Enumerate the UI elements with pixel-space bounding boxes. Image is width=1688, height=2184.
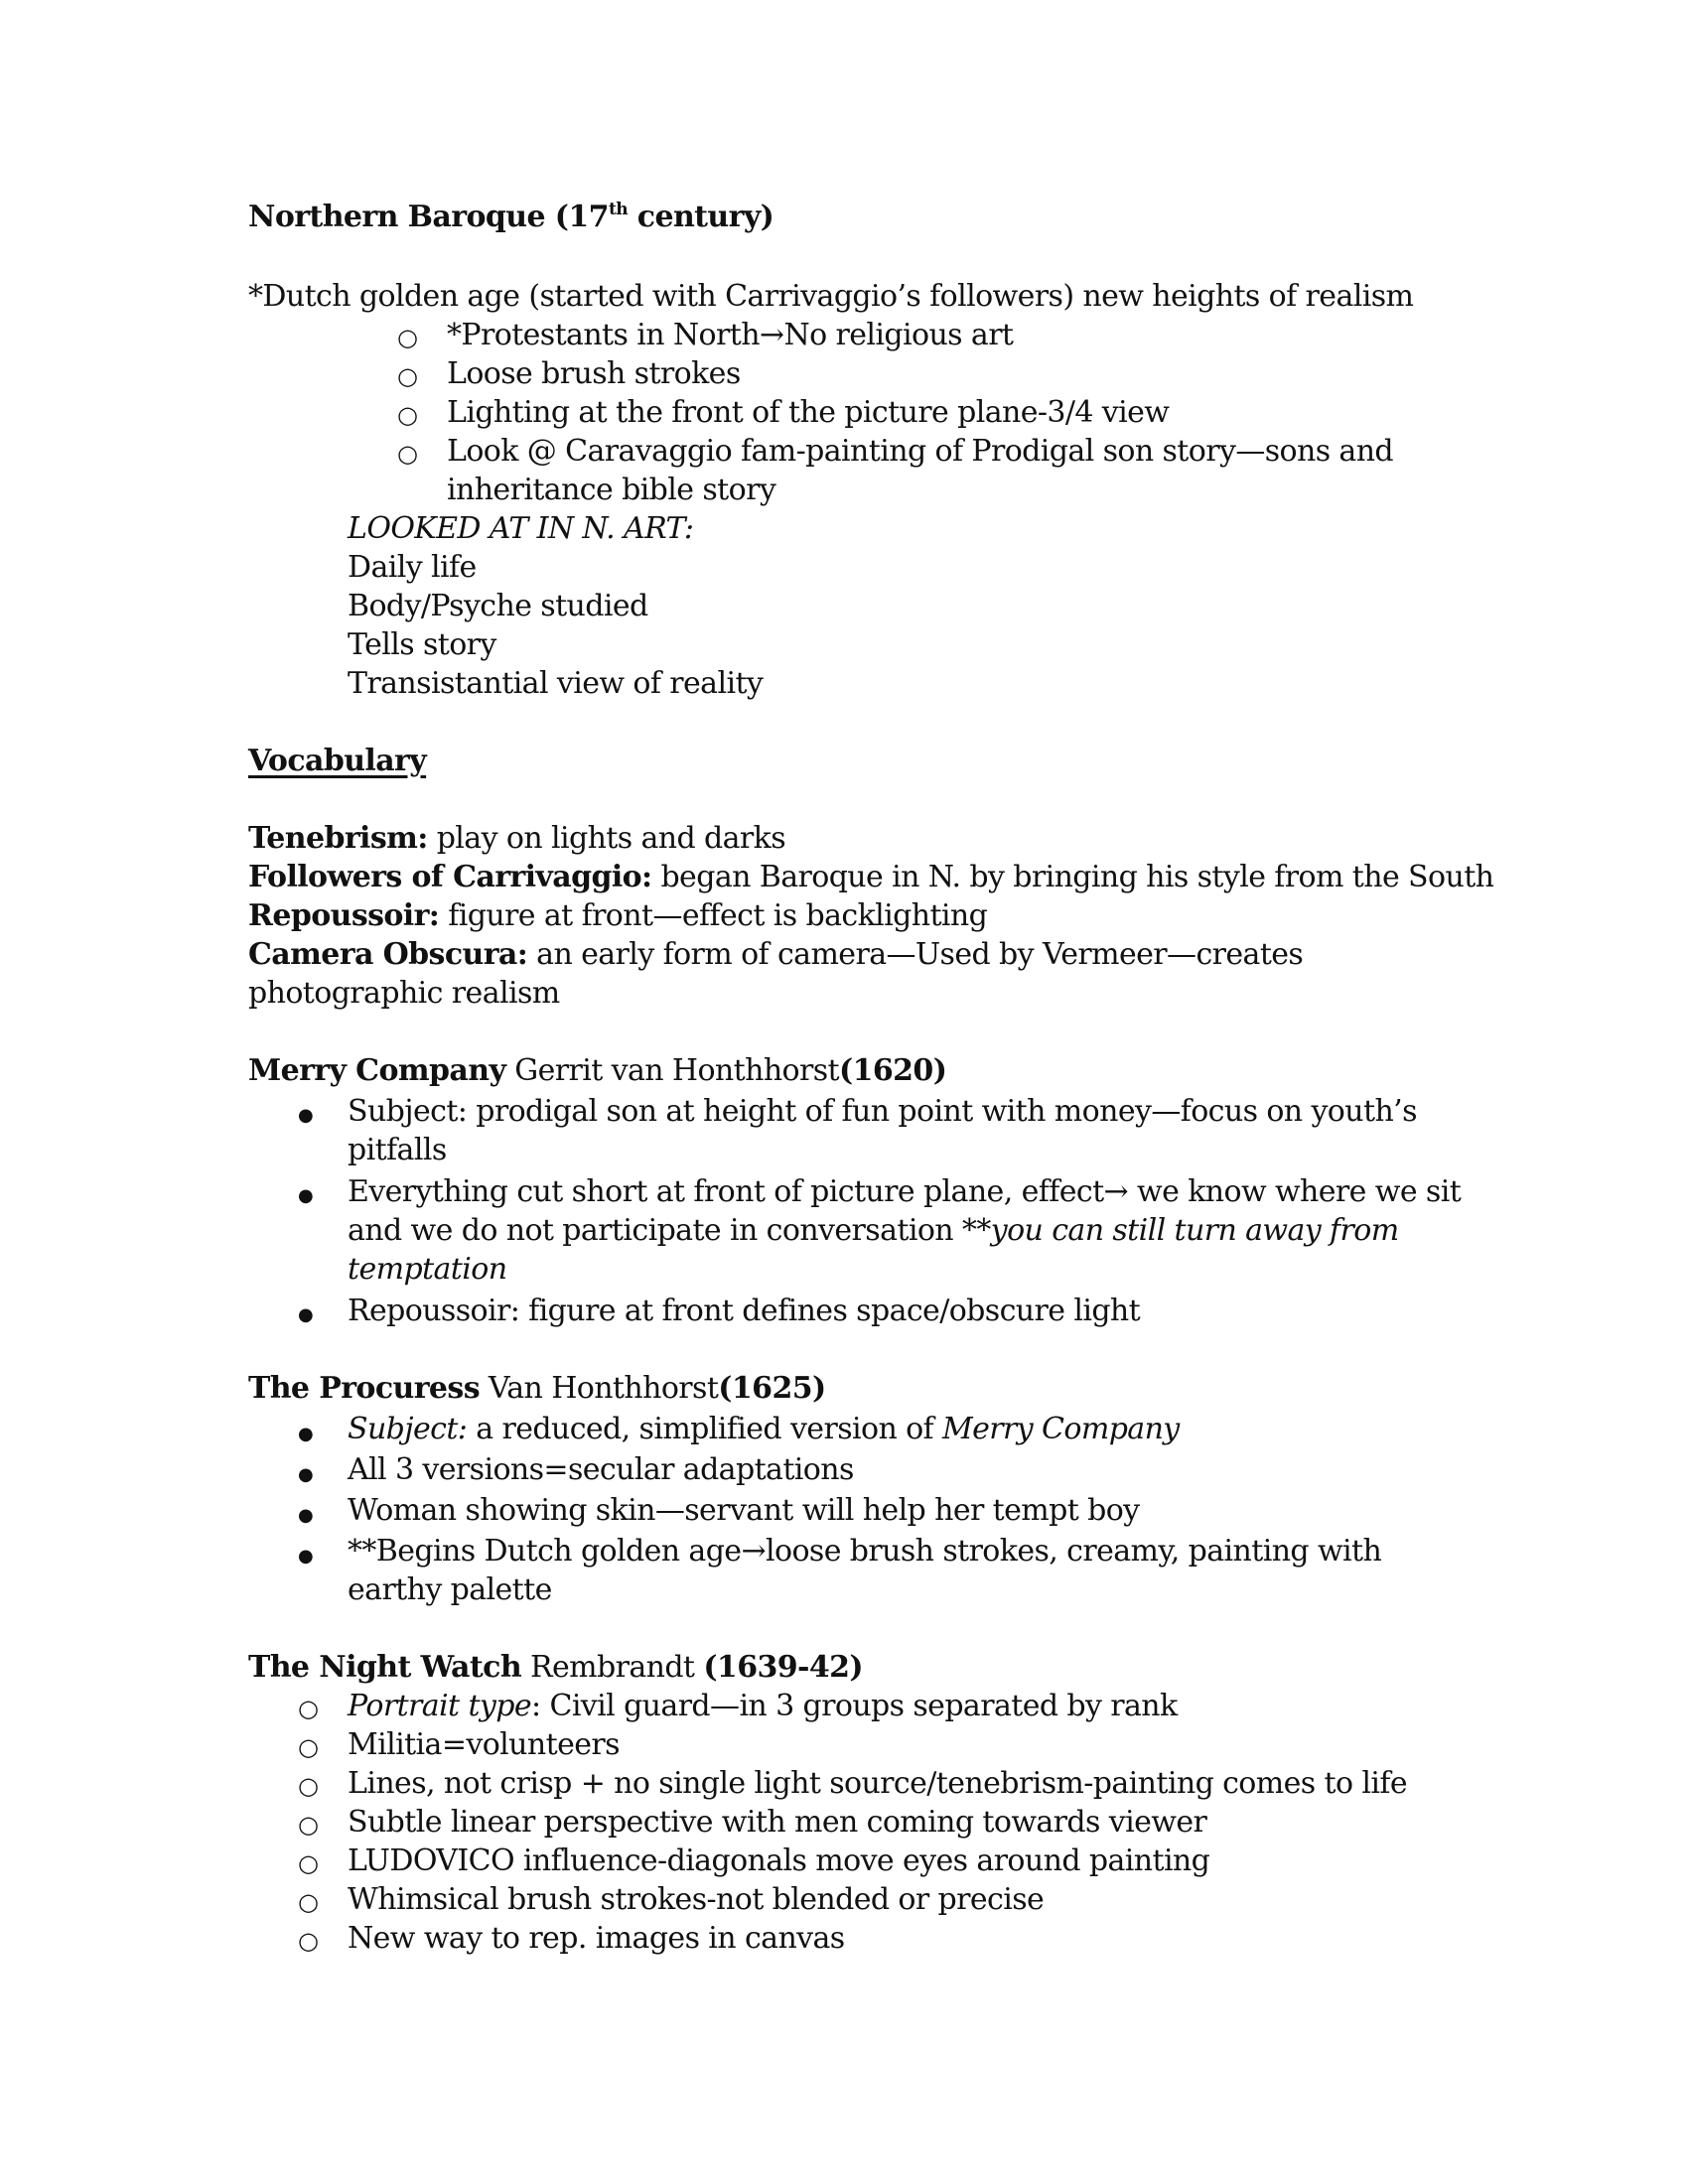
night-watch-item: Portrait type: Civil guard—in 3 groups separated by rank: [348, 1689, 1178, 1723]
vocab-entry: Tenebrism: play on lights and darks: [248, 821, 786, 856]
hollow-bullet-icon: [397, 395, 418, 434]
page-title: Northern Baroque (17th century): [248, 200, 774, 234]
night-watch-item: Subtle linear perspective with men coming towards viewer: [348, 1805, 1207, 1840]
intro-item-continued: inheritance bible story: [447, 473, 776, 507]
vocab-entry-continued: photographic realism: [248, 976, 560, 1011]
intro-item: *Protestants in North→No religious art: [447, 318, 1014, 352]
procuress-bullet: **Begins Dutch golden age→loose brush strokes, creamy, painting with: [348, 1534, 1382, 1569]
merry-bullet-continued: temptation: [348, 1252, 507, 1287]
night-watch-item: Lines, not crisp + no single light source/tenebrism-painting comes to life: [348, 1766, 1408, 1801]
night-watch-item: Whimsical brush strokes-not blended or precise: [348, 1882, 1045, 1917]
night-watch-item: Militia=volunteers: [348, 1727, 620, 1762]
hollow-bullet-icon: [298, 1805, 319, 1843]
procuress-bullet: All 3 versions=secular adaptations: [348, 1452, 854, 1487]
bullet-icon: [298, 1534, 314, 1575]
merry-bullet-continued: and we do not participate in conversation **you can still turn away from: [348, 1213, 1399, 1248]
procuress-bullet: Woman showing skin—servant will help her tempt boy: [348, 1493, 1140, 1528]
procuress-bullet: Subject: a reduced, simplified version of Merry Company: [348, 1412, 1180, 1446]
intro-text: *Dutch golden age (started with Carrivaggio’s followers) new heights of realism: [248, 279, 1414, 314]
vocab-entry: Repoussoir: figure at front—effect is backlighting: [248, 898, 988, 933]
vocabulary-heading: Vocabulary: [248, 744, 427, 778]
bullet-icon: [298, 1293, 314, 1334]
intro-item: Lighting at the front of the picture plane-3/4 view: [447, 395, 1170, 430]
vocab-entry: Camera Obscura: an early form of camera—Used by Vermeer—creates: [248, 937, 1304, 972]
looked-at-item: Body/Psyche studied: [348, 589, 648, 623]
looked-at-heading: LOOKED AT IN N. ART:: [348, 511, 694, 546]
night-watch-item: New way to rep. images in canvas: [348, 1921, 845, 1956]
merry-bullet: Repoussoir: figure at front defines space/obscure light: [348, 1294, 1141, 1328]
intro-item: Look @ Caravaggio fam-painting of Prodigal son story—sons and: [447, 434, 1394, 469]
night-watch-item: LUDOVICO influence-diagonals move eyes around painting: [348, 1843, 1210, 1878]
looked-at-item: Transistantial view of reality: [348, 666, 764, 701]
artwork-heading-procuress: The Procuress Van Honthhorst(1625): [248, 1371, 826, 1406]
intro-item: Loose brush strokes: [447, 356, 741, 391]
vocab-entry: Followers of Carrivaggio: began Baroque in N. by bringing his style from the South: [248, 860, 1494, 894]
hollow-bullet-icon: [397, 318, 418, 356]
hollow-bullet-icon: [298, 1921, 319, 1960]
hollow-bullet-icon: [298, 1882, 319, 1921]
merry-bullet: Subject: prodigal son at height of fun point with money—focus on youth’s: [348, 1094, 1417, 1129]
hollow-bullet-icon: [298, 1766, 319, 1805]
bullet-icon: [298, 1493, 314, 1535]
bullet-icon: [298, 1452, 314, 1494]
looked-at-item: Tells story: [348, 627, 496, 662]
artwork-heading-merry-company: Merry Company Gerrit van Honthhorst(1620): [248, 1053, 947, 1088]
hollow-bullet-icon: [397, 356, 418, 395]
bullet-icon: [298, 1173, 314, 1215]
bullet-icon: [298, 1412, 314, 1453]
hollow-bullet-icon: [397, 434, 418, 473]
merry-bullet-continued: pitfalls: [348, 1133, 447, 1167]
looked-at-item: Daily life: [348, 550, 477, 585]
hollow-bullet-icon: [298, 1689, 319, 1727]
artwork-heading-night-watch: The Night Watch Rembrandt (1639-42): [248, 1650, 864, 1685]
hollow-bullet-icon: [298, 1843, 319, 1882]
procuress-bullet-continued: earthy palette: [348, 1572, 552, 1607]
hollow-bullet-icon: [298, 1727, 319, 1766]
merry-bullet: Everything cut short at front of picture plane, effect→ we know where we sit: [348, 1174, 1462, 1209]
bullet-icon: [298, 1093, 314, 1135]
